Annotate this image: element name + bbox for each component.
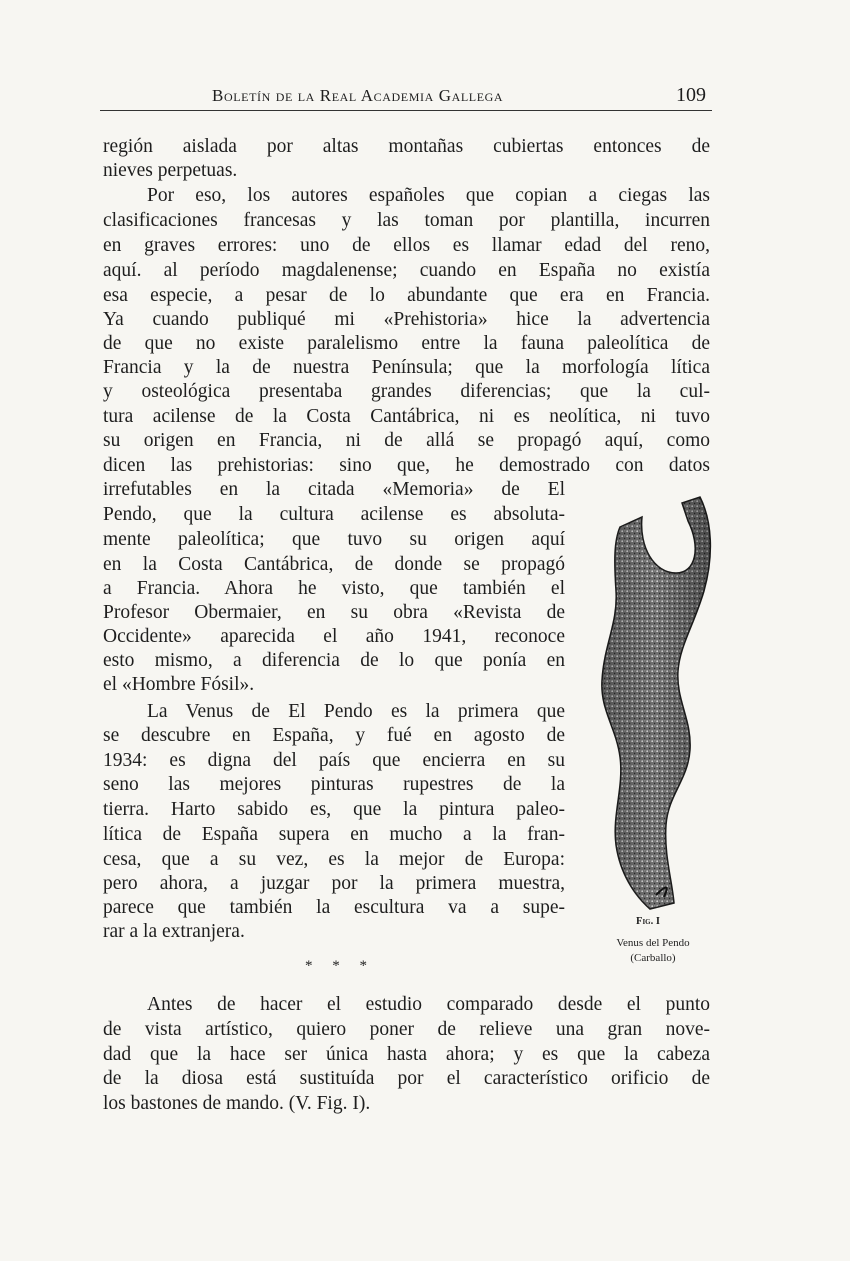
text-line: región aislada por altas montañas cubiertas entonces de	[103, 136, 710, 157]
figure-caption-title: Venus del Pendo	[616, 937, 690, 949]
venus-figure-illustration	[576, 495, 716, 915]
page-number: 109	[676, 84, 706, 106]
running-title: Boletín de la Real Academia Gallega	[212, 86, 504, 105]
text-line: los bastones de mando. (V. Fig. I).	[103, 1093, 371, 1114]
text-line: el «Hombre Fósil».	[103, 674, 255, 695]
section-separator: * * *	[305, 958, 375, 974]
text-line: La Venus de El Pendo es la primera que	[147, 701, 565, 722]
text-line: Antes de hacer el estudio comparado desde el punto	[147, 994, 710, 1015]
text-line: se descubre en España, y fué en agosto de	[103, 725, 565, 746]
text-line: a Francia. Ahora he visto, que también el	[103, 578, 565, 599]
text-line: pero ahora, a juzgar por la primera muestra,	[103, 873, 565, 894]
text-line: en la Costa Cantábrica, de donde se propagó	[103, 554, 565, 575]
text-line: dad que la hace ser única hasta ahora; y es que la cabeza	[103, 1044, 710, 1065]
text-line: tierra. Harto sabido es, que la pintura paleo-	[103, 799, 565, 820]
text-line: Por eso, los autores españoles que copian a ciegas las	[147, 185, 710, 206]
text-line: aquí. al período magdalenense; cuando en España no existía	[103, 260, 710, 281]
text-line: Occidente» aparecida el año 1941, reconoce	[103, 626, 565, 647]
text-line: tura acilense de la Costa Cantábrica, ni es neolítica, ni tuvo	[103, 406, 710, 427]
figure-label: Fig. I	[636, 916, 660, 927]
text-line: esto mismo, a diferencia de lo que ponía en	[103, 650, 565, 671]
text-line: clasificaciones francesas y las toman por plantilla, incurren	[103, 210, 710, 231]
page-header	[100, 84, 712, 111]
figure-caption	[592, 936, 714, 966]
text-line: mente paleolítica; que tuvo su origen aquí	[103, 529, 565, 550]
venus-figure-drawing	[576, 495, 716, 915]
text-line: en graves errores: uno de ellos es llamar edad del reno,	[103, 235, 710, 256]
text-line: su origen en Francia, ni de allá se propagó aquí, como	[103, 430, 710, 451]
text-line: Ya cuando publiqué mi «Prehistoria» hice la advertencia	[103, 309, 710, 330]
text-line: de que no existe paralelismo entre la fauna paleolítica de	[103, 333, 710, 354]
text-line: Profesor Obermaier, en su obra «Revista de	[103, 602, 565, 623]
text-line: seno las mejores pinturas rupestres de la	[103, 774, 565, 795]
text-line: dicen las prehistorias: sino que, he demostrado con datos	[103, 455, 710, 476]
text-line: lítica de España supera en mucho a la fran-	[103, 824, 565, 845]
text-line: de la diosa está sustituída por el característico orificio de	[103, 1068, 710, 1089]
text-line: nieves perpetuas.	[103, 160, 238, 181]
text-line: de vista artístico, quiero poner de relieve una gran nove-	[103, 1019, 710, 1040]
text-line: Francia y la de nuestra Península; que la morfología lítica	[103, 357, 710, 378]
text-line: irrefutables en la citada «Memoria» de El	[103, 479, 565, 500]
text-line: parece que también la escultura va a supe-	[103, 897, 565, 918]
text-line: y osteológica presentaba grandes diferencias; que la cul-	[103, 381, 710, 402]
figure-caption-credit: (Carballo)	[630, 952, 676, 964]
text-line: rar a la extranjera.	[103, 921, 245, 942]
text-line: cesa, que a su vez, es la mejor de Europa:	[103, 849, 565, 870]
text-line: 1934: es digna del país que encierra en su	[103, 750, 565, 771]
text-line: Pendo, que la cultura acilense es absoluta-	[103, 504, 565, 525]
text-line: esa especie, a pesar de lo abundante que era en Francia.	[103, 285, 710, 306]
